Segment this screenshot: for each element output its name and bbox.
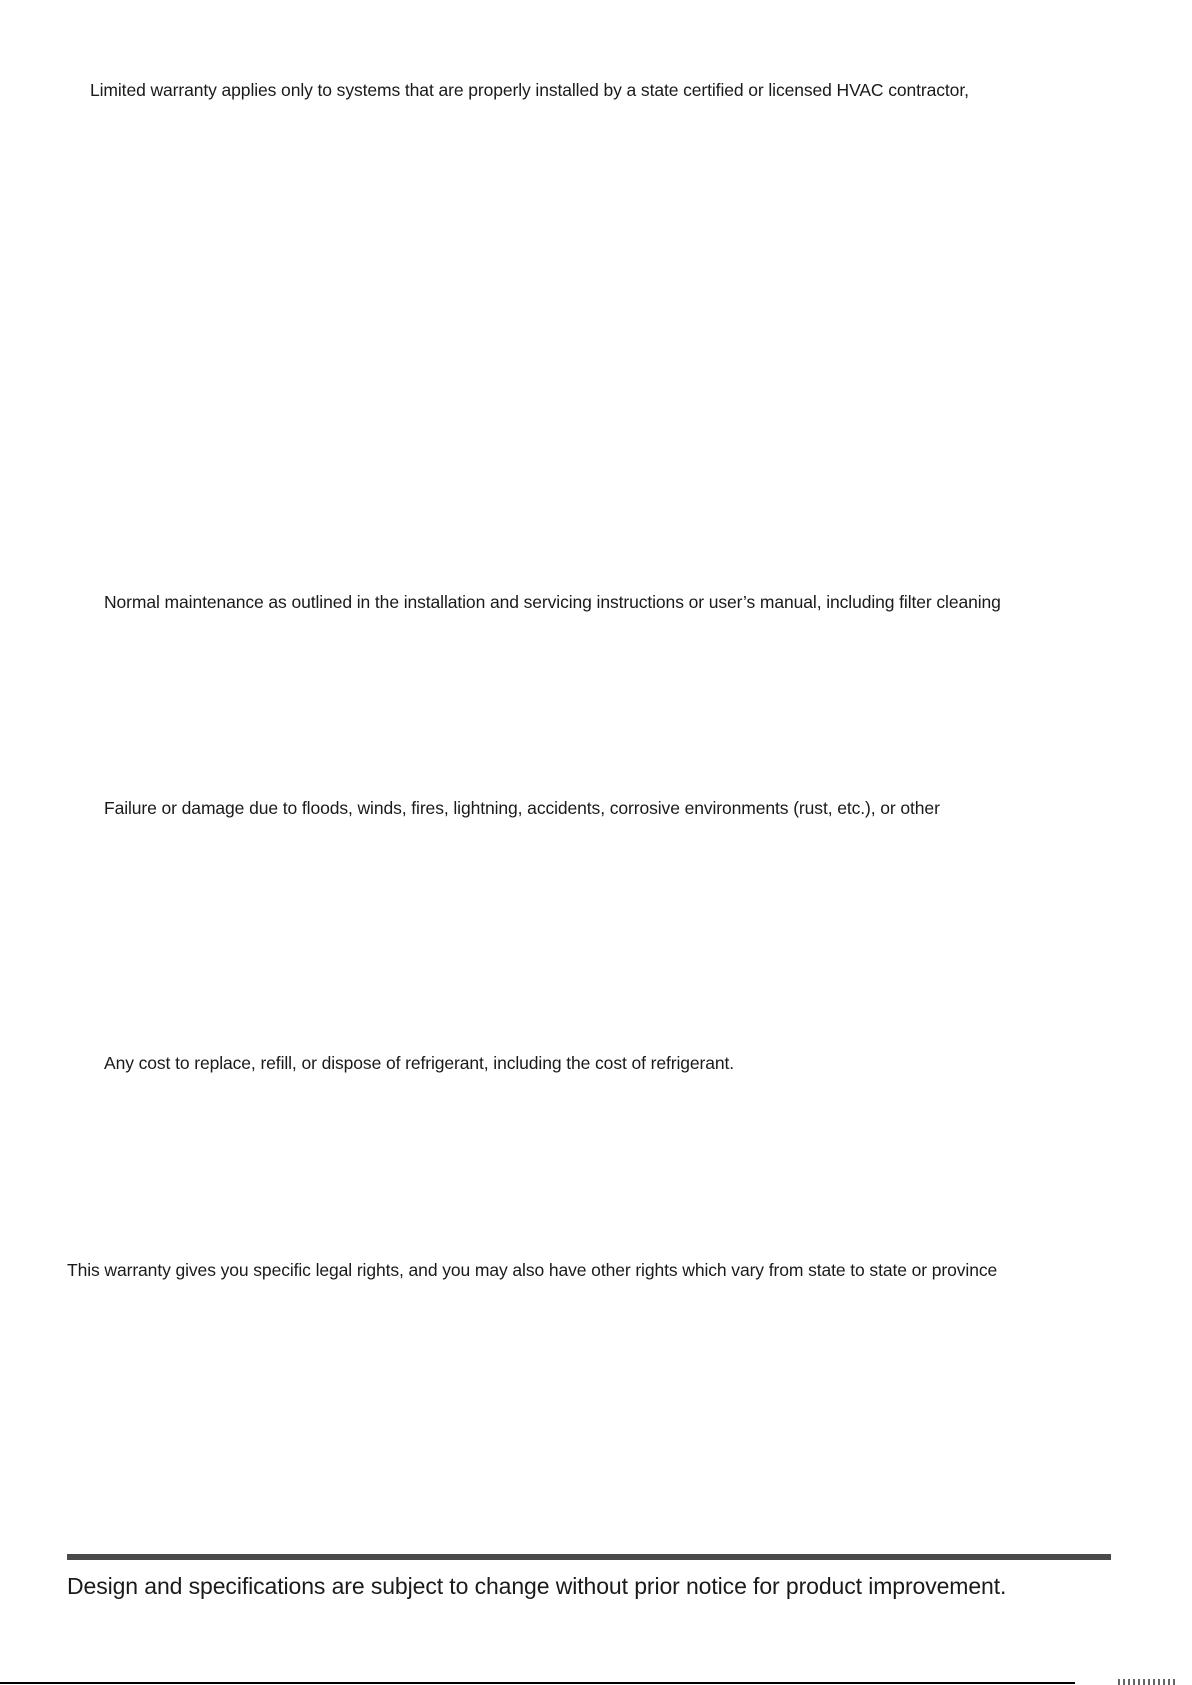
page-corner-mark bbox=[1118, 1679, 1178, 1685]
exclusion-maintenance-text: Normal maintenance as outlined in the installation and servicing instructions or user’s manual, including filter cleaning bbox=[104, 592, 1001, 612]
footer-note: Design and specifications are subject to change without prior notice for product improvement. bbox=[67, 1573, 1007, 1599]
footer-divider bbox=[67, 1554, 1111, 1560]
exclusion-damage-text: Failure or damage due to floods, winds, fires, lightning, accidents, corrosive environments (rust, etc.), or other bbox=[104, 798, 940, 818]
legal-rights-text: This warranty gives you specific legal rights, and you may also have other rights which vary from state to state or province bbox=[67, 1260, 998, 1280]
page-bottom-edge bbox=[0, 1682, 1075, 1684]
exclusion-refrigerant-text: Any cost to replace, refill, or dispose of refrigerant, including the cost of refrigerant. bbox=[104, 1053, 735, 1073]
warranty-installation-text: Limited warranty applies only to systems that are properly installed by a state certified or licensed HVAC contractor, bbox=[90, 80, 969, 100]
